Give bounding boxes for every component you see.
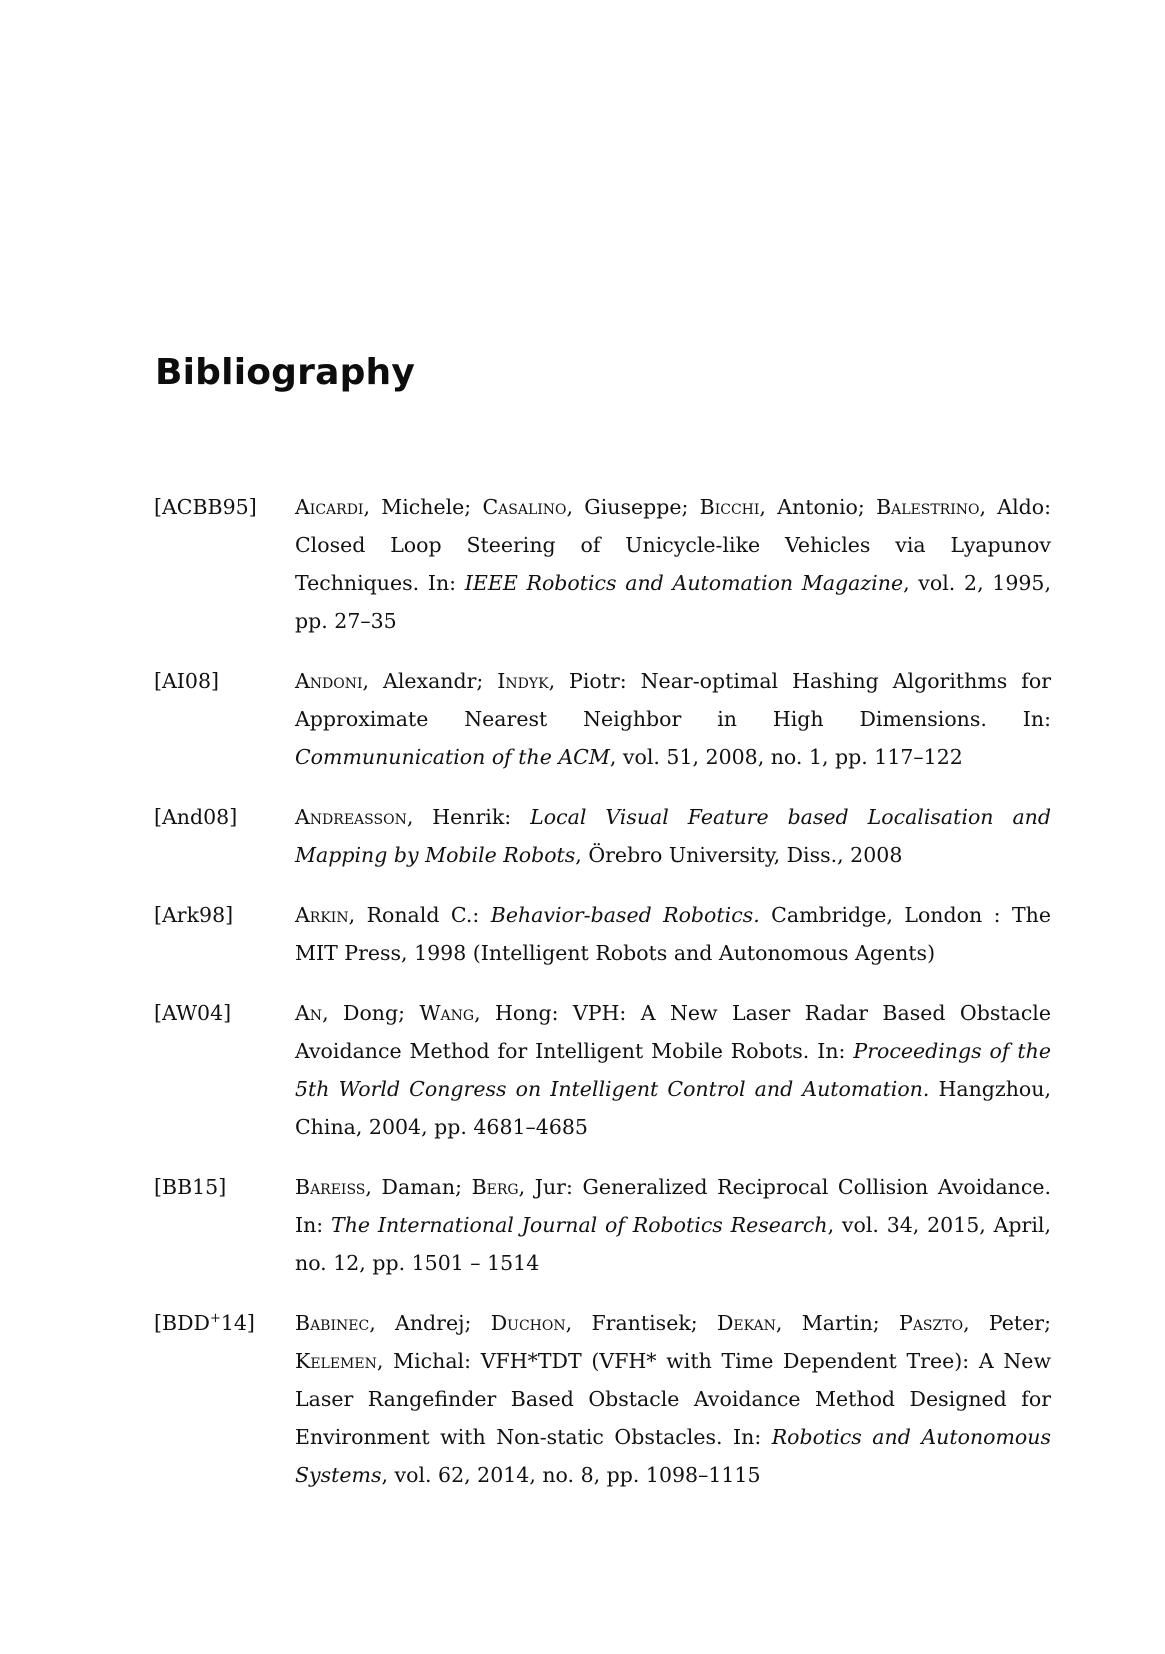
reference-segment: , Frantisek;: [565, 1311, 717, 1335]
bib-entry: [154, 798, 1051, 874]
reference-segment: , Michele;: [363, 495, 483, 519]
bib-entry: [154, 1304, 1051, 1494]
author-surname: Paszto: [899, 1311, 964, 1335]
citation-key: [And08]: [154, 805, 238, 829]
author-surname: Duchon: [490, 1311, 566, 1335]
reference-segment: , Peter;: [963, 1311, 1052, 1335]
reference-segment: , Aldo: Closed Loop Steering of Unicycle-like Vehicles via Lyapunov Techniques. In:: [295, 495, 1051, 595]
author-surname: Andreasson: [295, 805, 407, 829]
publication-title: IEEE Robotics and Automation Magazine: [464, 571, 904, 595]
reference-segment: , Michal: VFH*TDT (VFH* with Time Dependent Tree): A New Laser Rangefinder Based Obstacle Avoidance Method Designed for Environment with Non-static Obstacles. In:: [295, 1349, 1051, 1449]
reference-segment: , Örebro University, Diss., 2008: [575, 843, 903, 867]
author-surname: Bareiss: [295, 1175, 366, 1199]
page-title: Bibliography: [155, 352, 416, 393]
author-surname: An: [295, 1001, 323, 1025]
reference-segment: , vol. 51, 2008, no. 1, pp. 117–122: [609, 745, 963, 769]
author-surname: Indyk: [497, 669, 549, 693]
reference-segment: , Andrej;: [369, 1311, 491, 1335]
reference-segment: , vol. 62, 2014, no. 8, pp. 1098–1115: [381, 1463, 761, 1487]
citation-key: [AW04]: [154, 1001, 232, 1025]
author-surname: Casalino: [482, 495, 567, 519]
author-surname: Aicardi: [295, 495, 364, 519]
reference-segment: Hangzhou, China, 2004, pp. 4681–4685: [295, 1077, 1051, 1139]
citation-key: [BDD+14]: [154, 1311, 255, 1335]
reference-segment: , Hong: VPH: A New Laser Radar Based Obstacle Avoidance Method for Intelligent Mobile Robots. In:: [295, 1001, 1051, 1063]
reference-segment: , Giuseppe;: [566, 495, 700, 519]
citation-key: [BB15]: [154, 1175, 227, 1199]
reference-segment: , Daman;: [365, 1175, 472, 1199]
publication-title: Robotics and Autonomous Systems: [295, 1425, 1051, 1487]
bib-entry: [154, 662, 1051, 776]
reference-text: [295, 1304, 1051, 1494]
reference-text: [295, 1168, 1051, 1282]
publication-title: The International Journal of Robotics Research: [331, 1213, 828, 1237]
author-surname: Kelemen: [295, 1349, 377, 1373]
bibliography-list: [154, 488, 1051, 1516]
author-surname: Bicchi: [699, 495, 760, 519]
reference-text: [295, 488, 1051, 640]
publication-title: Local Visual Feature based Localisation and Mapping by Mobile Robots: [295, 805, 1051, 867]
author-surname: Balestrino: [876, 495, 980, 519]
citation-key: [Ark98]: [154, 903, 234, 927]
reference-segment: , Martin;: [775, 1311, 900, 1335]
author-surname: Berg: [471, 1175, 519, 1199]
reference-segment: , vol. 34, 2015, April, no. 12, pp. 1501 – 1514: [295, 1213, 1051, 1275]
reference-segment: , Jur: Generalized Reciprocal Collision Avoidance. In:: [295, 1175, 1051, 1237]
publication-title: Commununication of the ACM: [295, 745, 610, 769]
reference-text: [295, 798, 1051, 874]
bib-entry: [154, 896, 1051, 972]
reference-segment: , Henrik:: [406, 805, 531, 829]
author-surname: Wang: [419, 1001, 475, 1025]
reference-segment: , Piotr: Near-optimal Hashing Algorithms for Approximate Nearest Neighbor in High Dimensions. In:: [295, 669, 1051, 731]
bib-entry: [154, 1168, 1051, 1282]
bib-entry: [154, 994, 1051, 1146]
reference-segment: , Alexandr;: [362, 669, 498, 693]
reference-segment: Cambridge, London : The MIT Press, 1998 (Intelligent Robots and Autonomous Agents): [295, 903, 1052, 965]
reference-text: [295, 662, 1051, 776]
reference-segment: , Dong;: [322, 1001, 420, 1025]
reference-segment: , Antonio;: [759, 495, 877, 519]
publication-title: Proceedings of the 5th World Congress on Intelligent Control and Automation.: [295, 1039, 1051, 1101]
author-surname: Andoni: [295, 669, 363, 693]
citation-key: [AI08]: [154, 669, 219, 693]
reference-text: [295, 896, 1051, 972]
author-surname: Arkin: [295, 903, 349, 927]
reference-text: [295, 994, 1051, 1146]
bib-entry: [154, 488, 1051, 640]
reference-segment: , vol. 2, 1995, pp. 27–35: [295, 571, 1051, 633]
author-surname: Dekan: [717, 1311, 776, 1335]
author-surname: Babinec: [295, 1311, 370, 1335]
reference-segment: , Ronald C.:: [348, 903, 491, 927]
publication-title: Behavior-based Robotics.: [490, 903, 760, 927]
citation-key: [ACBB95]: [154, 495, 257, 519]
